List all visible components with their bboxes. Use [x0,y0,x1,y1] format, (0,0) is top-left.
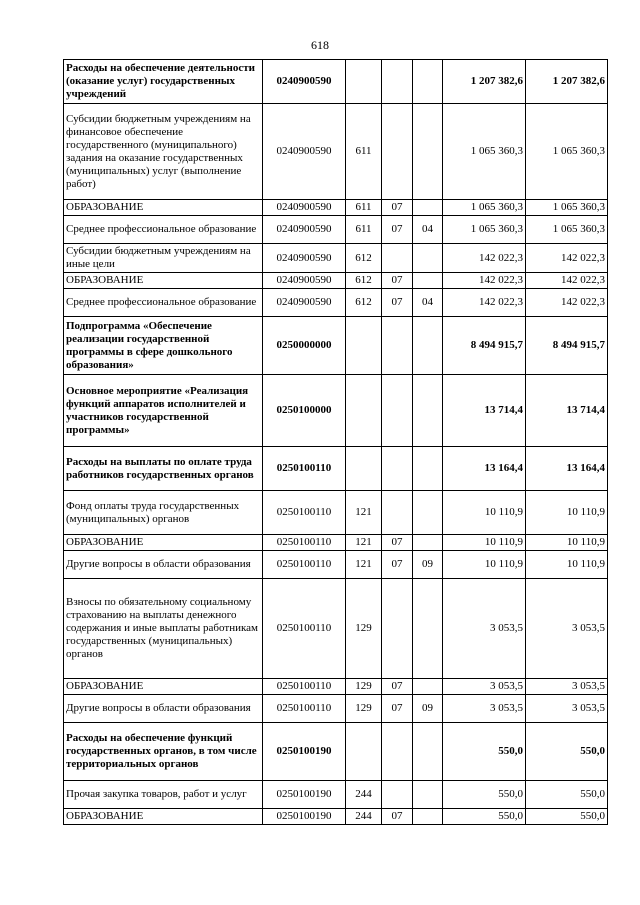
row-value-year2: 550,0 [526,781,608,809]
row-code: 0250000000 [263,317,346,375]
row-expense-type: 244 [346,781,382,809]
row-value-year2: 142 022,3 [526,273,608,289]
row-section [382,447,413,491]
row-code: 0250100190 [263,723,346,781]
row-name: ОБРАЗОВАНИЕ [64,535,263,551]
row-value-year1: 3 053,5 [443,579,526,679]
row-name: Расходы на обеспечение деятельности (оказание услуг) государственных учреждений [64,60,263,104]
row-name: Субсидии бюджетным учреждениям на финансовое обеспечение государственного (муниципального) задания на оказание государственных (муниципальных) услуг (выполнение работ) [64,104,263,200]
table-row [64,289,608,317]
row-value-year2: 13 164,4 [526,447,608,491]
row-expense-type: 611 [346,216,382,244]
row-expense-type: 121 [346,491,382,535]
row-name: Среднее профессиональное образование [64,216,263,244]
row-value-year1: 3 053,5 [443,679,526,695]
table-row [64,781,608,809]
row-section: 07 [382,695,413,723]
row-value-year1: 1 065 360,3 [443,216,526,244]
row-value-year1: 3 053,5 [443,695,526,723]
table-row [64,273,608,289]
row-name: Основное мероприятие «Реализация функций аппаратов исполнителей и участников государственной программы» [64,375,263,447]
row-subsection [413,244,443,273]
row-code: 0240900590 [263,216,346,244]
row-subsection [413,535,443,551]
row-value-year2: 1 065 360,3 [526,104,608,200]
row-value-year2: 3 053,5 [526,695,608,723]
table-row [64,104,608,200]
row-value-year1: 142 022,3 [443,244,526,273]
row-subsection [413,809,443,825]
row-expense-type: 612 [346,289,382,317]
row-value-year1: 8 494 915,7 [443,317,526,375]
row-subsection [413,679,443,695]
row-expense-type: 121 [346,551,382,579]
row-section [382,781,413,809]
row-value-year1: 1 065 360,3 [443,200,526,216]
row-section: 07 [382,679,413,695]
row-value-year1: 550,0 [443,723,526,781]
row-subsection [413,781,443,809]
row-name: Другие вопросы в области образования [64,551,263,579]
row-section: 07 [382,216,413,244]
table-row [64,579,608,679]
row-code: 0250100190 [263,809,346,825]
row-expense-type: 611 [346,200,382,216]
row-name: Среднее профессиональное образование [64,289,263,317]
row-expense-type [346,447,382,491]
row-value-year2: 142 022,3 [526,289,608,317]
table-row [64,809,608,825]
table-row [64,244,608,273]
row-section [382,104,413,200]
row-expense-type [346,375,382,447]
row-name: Субсидии бюджетным учреждениям на иные цели [64,244,263,273]
row-value-year1: 1 065 360,3 [443,104,526,200]
row-code: 0250100110 [263,447,346,491]
row-expense-type: 612 [346,273,382,289]
row-code: 0240900590 [263,244,346,273]
row-name: Другие вопросы в области образования [64,695,263,723]
row-value-year2: 1 065 360,3 [526,200,608,216]
row-name: Прочая закупка товаров, работ и услуг [64,781,263,809]
row-section [382,317,413,375]
row-name: Взносы по обязательному социальному страхованию на выплаты денежного содержания и иные выплаты работникам государственных (муниципальных) органов [64,579,263,679]
row-name: ОБРАЗОВАНИЕ [64,200,263,216]
row-name: Расходы на выплаты по оплате труда работников государственных органов [64,447,263,491]
row-subsection [413,579,443,679]
row-code: 0250100110 [263,535,346,551]
row-code: 0250100110 [263,491,346,535]
row-value-year1: 10 110,9 [443,491,526,535]
table-row [64,60,608,104]
row-section: 07 [382,200,413,216]
row-code: 0240900590 [263,273,346,289]
row-expense-type: 129 [346,679,382,695]
row-section [382,375,413,447]
row-value-year2: 3 053,5 [526,679,608,695]
row-value-year1: 10 110,9 [443,551,526,579]
row-value-year2: 142 022,3 [526,244,608,273]
row-code: 0240900590 [263,289,346,317]
row-name: ОБРАЗОВАНИЕ [64,809,263,825]
table-row [64,447,608,491]
row-value-year2: 550,0 [526,809,608,825]
row-value-year2: 10 110,9 [526,551,608,579]
row-section: 07 [382,809,413,825]
row-value-year1: 13 714,4 [443,375,526,447]
row-subsection [413,104,443,200]
row-section: 07 [382,551,413,579]
row-expense-type: 129 [346,695,382,723]
row-value-year1: 10 110,9 [443,535,526,551]
row-value-year2: 1 207 382,6 [526,60,608,104]
row-value-year2: 550,0 [526,723,608,781]
row-subsection [413,317,443,375]
row-value-year1: 142 022,3 [443,273,526,289]
table-row [64,535,608,551]
row-section [382,491,413,535]
row-value-year1: 13 164,4 [443,447,526,491]
row-code: 0250100110 [263,679,346,695]
table-row [64,723,608,781]
row-name: Фонд оплаты труда государственных (муниципальных) органов [64,491,263,535]
row-expense-type: 244 [346,809,382,825]
row-subsection: 04 [413,289,443,317]
row-expense-type: 612 [346,244,382,273]
page-number: 618 [311,38,329,52]
row-expense-type [346,723,382,781]
row-code: 0240900590 [263,104,346,200]
row-code: 0250100110 [263,579,346,679]
row-value-year2: 1 065 360,3 [526,216,608,244]
row-subsection [413,273,443,289]
row-value-year1: 142 022,3 [443,289,526,317]
row-value-year2: 10 110,9 [526,535,608,551]
row-value-year2: 10 110,9 [526,491,608,535]
row-subsection [413,491,443,535]
row-subsection: 09 [413,695,443,723]
table-row [64,216,608,244]
budget-table-body [64,60,608,825]
table-row [64,491,608,535]
row-subsection [413,447,443,491]
row-section: 07 [382,535,413,551]
row-value-year2: 3 053,5 [526,579,608,679]
row-name: ОБРАЗОВАНИЕ [64,273,263,289]
row-code: 0250100000 [263,375,346,447]
table-row [64,695,608,723]
row-expense-type [346,317,382,375]
row-section [382,60,413,104]
row-expense-type [346,60,382,104]
row-name: Подпрограмма «Обеспечение реализации государственной программы в сфере дошкольного образования» [64,317,263,375]
row-subsection: 09 [413,551,443,579]
row-subsection [413,60,443,104]
row-code: 0250100190 [263,781,346,809]
row-code: 0250100110 [263,695,346,723]
row-name: ОБРАЗОВАНИЕ [64,679,263,695]
table-row [64,679,608,695]
row-value-year1: 1 207 382,6 [443,60,526,104]
row-expense-type: 611 [346,104,382,200]
row-code: 0240900590 [263,200,346,216]
row-name: Расходы на обеспечение функций государственных органов, в том числе территориальных органов [64,723,263,781]
table-row [64,317,608,375]
row-value-year2: 8 494 915,7 [526,317,608,375]
row-code: 0240900590 [263,60,346,104]
row-subsection [413,375,443,447]
row-section: 07 [382,289,413,317]
row-expense-type: 129 [346,579,382,679]
table-row [64,375,608,447]
table-row [64,200,608,216]
row-value-year1: 550,0 [443,781,526,809]
budget-table [63,59,608,825]
row-value-year1: 550,0 [443,809,526,825]
row-section [382,579,413,679]
row-section [382,244,413,273]
table-row [64,551,608,579]
row-value-year2: 13 714,4 [526,375,608,447]
row-subsection: 04 [413,216,443,244]
row-code: 0250100110 [263,551,346,579]
row-section: 07 [382,273,413,289]
row-expense-type: 121 [346,535,382,551]
row-subsection [413,200,443,216]
row-section [382,723,413,781]
row-subsection [413,723,443,781]
